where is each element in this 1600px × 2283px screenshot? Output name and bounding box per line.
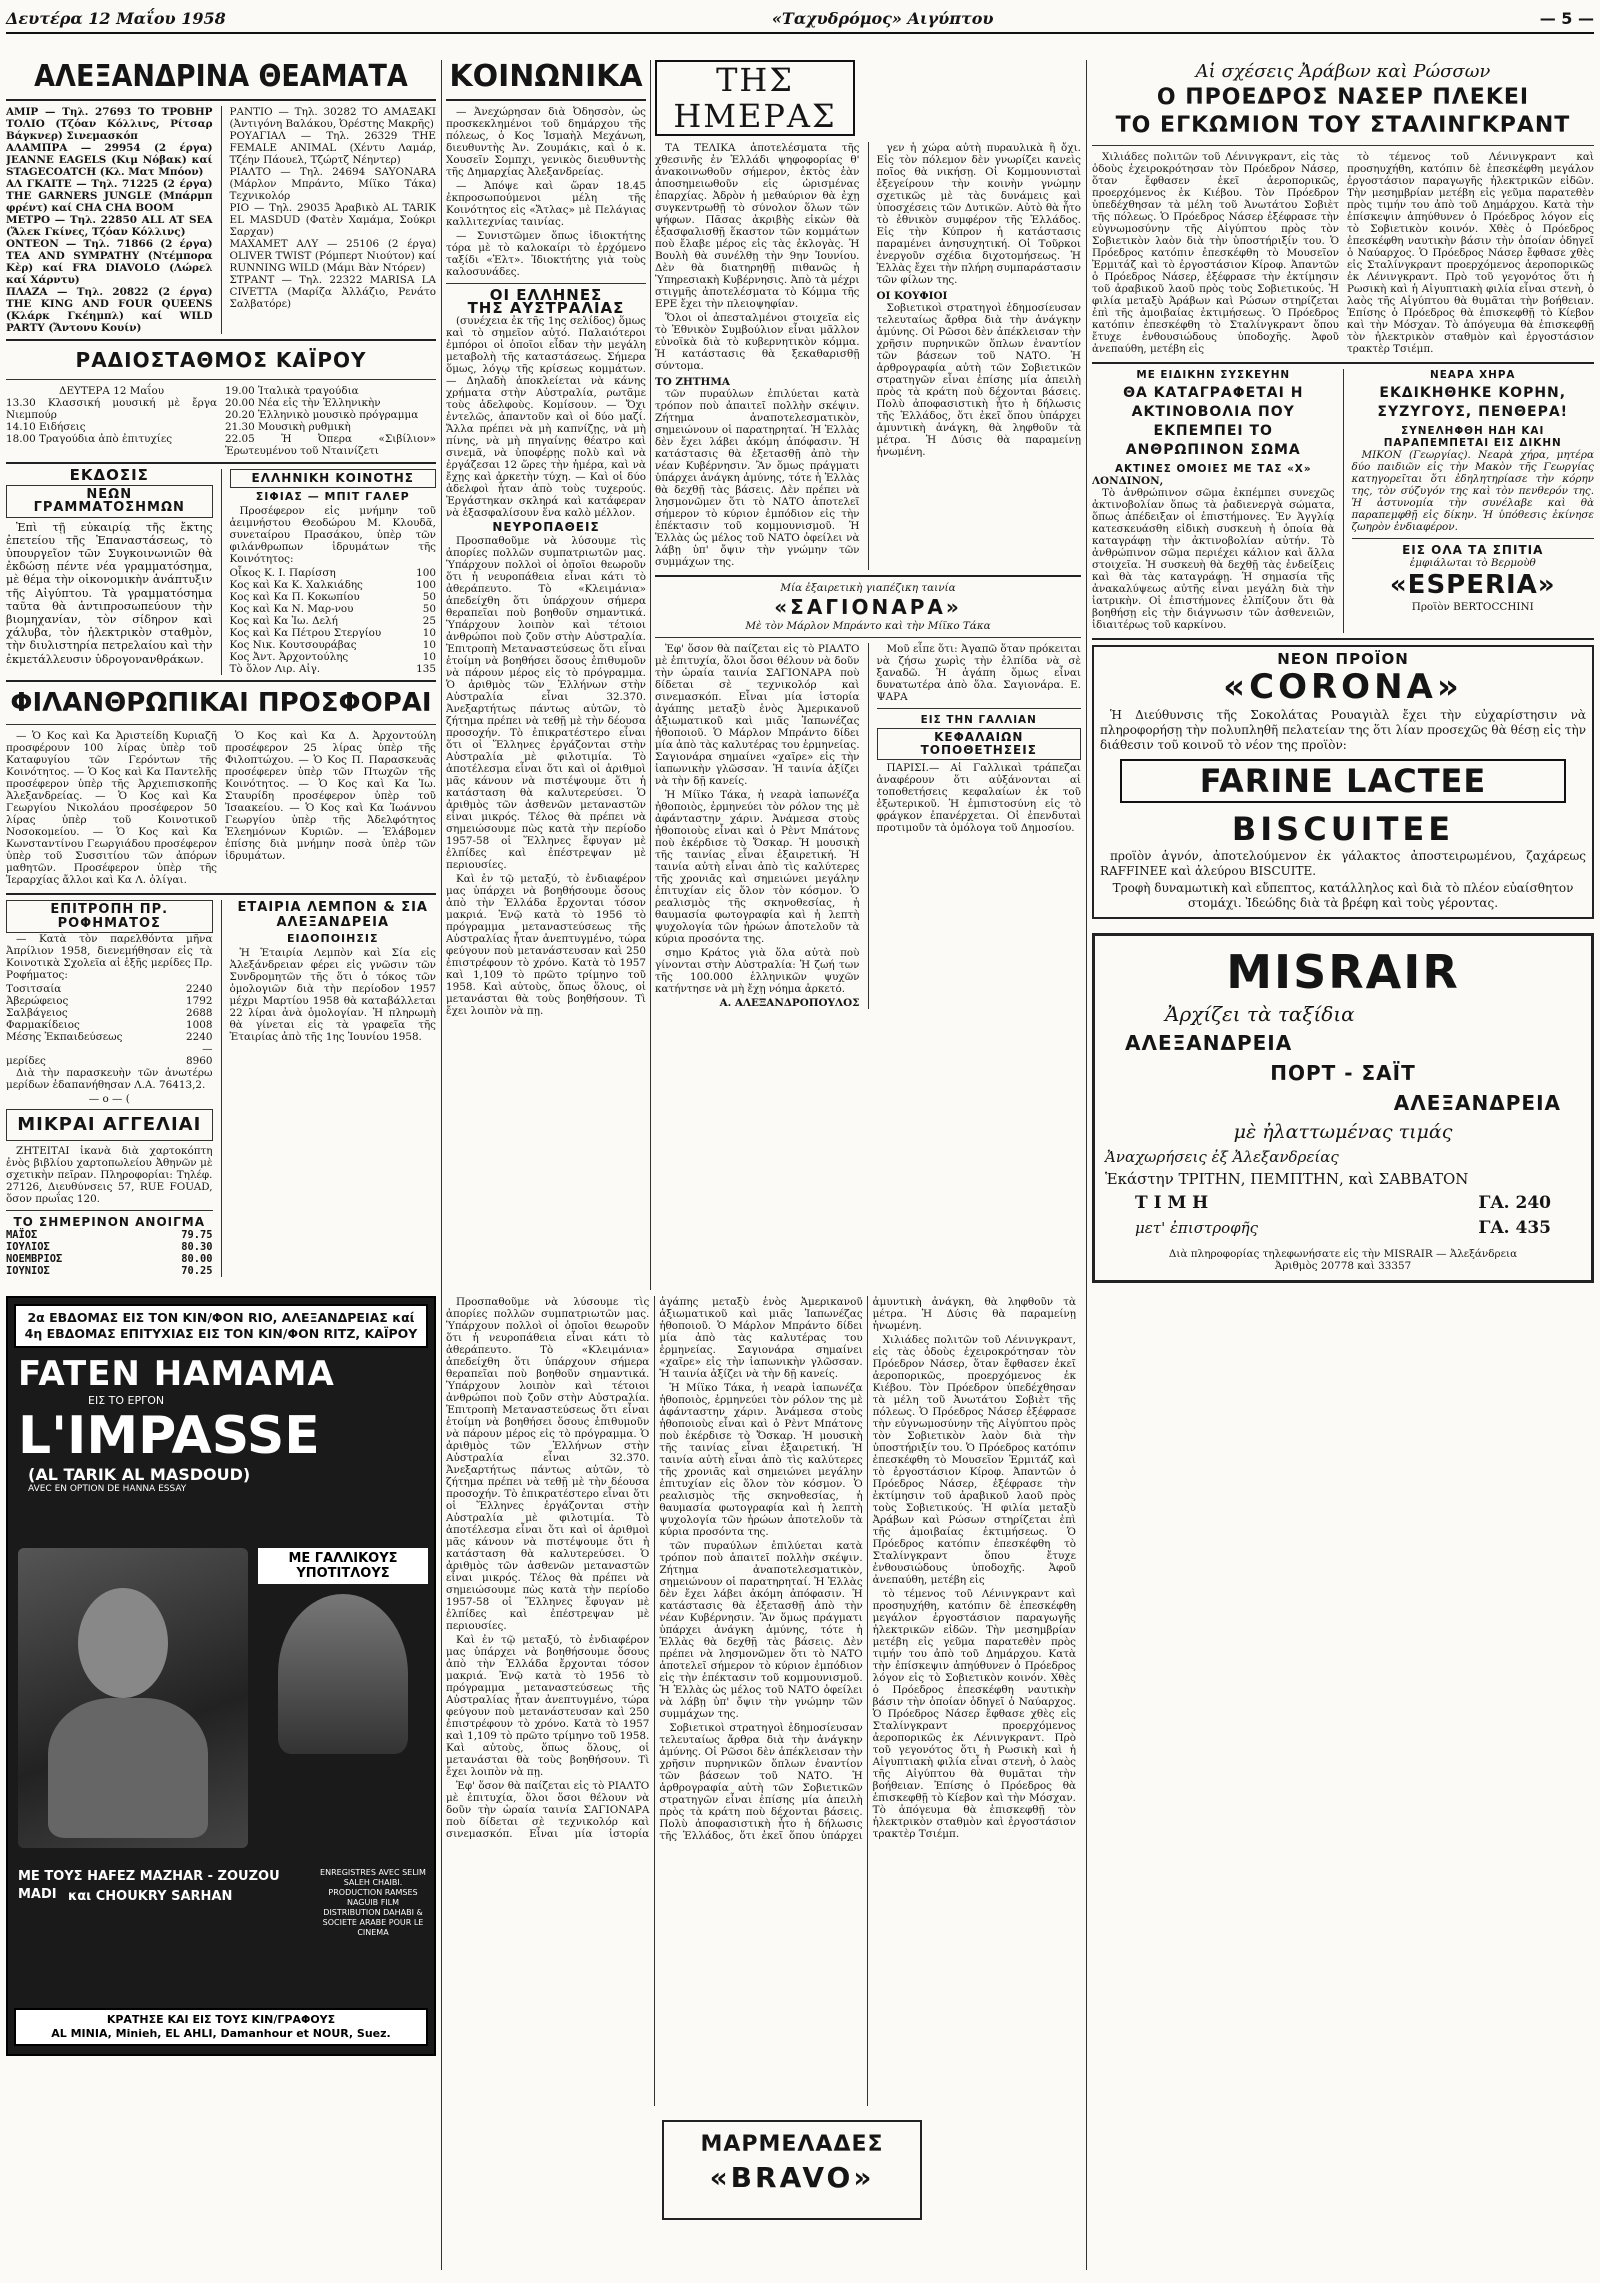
misrair-fare: ΓΑ. 240 [1478, 1193, 1551, 1214]
device-location: ΛΟΝΔΙΝΟΝ, [1092, 475, 1164, 487]
misrair-route-2: ΠΟΡΤ - ΣΑΪΤ [1270, 1061, 1416, 1086]
donation-row [230, 603, 437, 615]
radio-item: 20.20 Ἑλληνικὸ μουσικὸ πρόγραμμα [225, 409, 419, 421]
roufima-list [6, 983, 213, 1067]
misrair-phone: Ἀριθμὸς 20778 καὶ 33357 [1274, 1260, 1412, 1273]
state-text: σημο Κράτος γιὰ ὅλα αὐτὰ ποὺ γίνονται στὴν Αὐστραλία: Ἡ ζωή των τῆς 100.000 ἑλληνικῶν ψυχῶν κατήντησε νὰ μὴ ἔχῃ νόημα ἀρκετό. [655, 947, 860, 995]
radio-item: 13.30 Κλασσική μουσική μὲ ἔργα Νιεμπούρ [6, 397, 217, 421]
donation-row [230, 567, 437, 579]
cinema-list-left [6, 106, 213, 334]
cinema-item: ΡΙΑΛΤΟ — Τηλ. 24694 SAYONARA (Μάρλον Μπράντο, Μίϊκο Τάκα) Τεχνικολόρ [229, 166, 436, 202]
donation-row [230, 627, 437, 639]
roufima-row [6, 995, 213, 1007]
france-text: ΠΑΡΙΣΙ.— Αἱ Γαλλικαὶ τράπεζαι ἀναφέρουν ὅτι αὐξάνονται αἱ τοποθετήσεις κεφαλαίων ἐκ τοῦ ἐξωτερικοῦ. Ἡ ἐμπιστοσύνη εἰς τὸ φράγκον ἐπανέρχεται. Οἱ ἐπενδυταὶ προτιμοῦν τὰ ὁμόλογα τοῦ Δημοσίου. [876, 762, 1081, 835]
actor-portrait [278, 1594, 408, 1754]
roufima-row-value: 2240 [186, 1030, 213, 1043]
roufima-row-label: Ἀβερώφειος [6, 994, 69, 1007]
sayonara-end: Μοῦ εἶπε ὅτι: Ἀγαπῶ ὅταν πρόκειται νὰ ζήσω χωρὶς τὴν ἐλπίδα νὰ σὲ ξαναδῶ. Ἡ ἀγάπη ὅμως εἶναι δυνατωτέρα ἀπὸ ὅλα. Σαγιονάρα. Ε. ΨΑΡΑ [876, 643, 1081, 703]
donation-row-label: Κος καὶ Κα Ν. Μαρ-νου [229, 603, 354, 616]
lower-text: Σοβιετικοὶ στρατηγοὶ ἐδημοσίευσαν τελευταίως ἄρθρα διὰ τὴν ἀνάγκην ἀμύνης. Οἱ Ρῶσοι δὲν ἀπέκλεισαν τὴν χρῆσιν πυρηνικῶν ὅπλων ἐναντίον τῶν βάσεων τοῦ ΝΑΤΟ. Ἡ ἀρθρογραφία αὐτὴ τῶν Σοβιετικῶν στρατηγῶν εἶναι ἐπίσης μία ἀπειλὴ πρὸς τὰ κράτη ποὺ δέχονται βάσεις. Πολὺ ἀποφασιστικὴ ἦτο ἡ δήλωσις τῆς Ἑλλάδος, ὅτι ἐκεῖ ὅπου ὑπάρχει ἀμυντικὴ ἀνάγκη, θὰ ληφθοῦν τὰ μέτρα. Ἡ Δύσις θὰ παραμείνῃ ἡνωμένη. [659, 1296, 1076, 1842]
roufima-row [6, 1031, 213, 1043]
corona-ad [1092, 645, 1594, 919]
cinema-item: ΑΛ ΓΚΑΙΤΕ — Τηλ. 71225 (2 έργα) THE GARNERS JUNGLE (Μπάρμπ φρέντ) καί CHA CHA BOOM [6, 178, 213, 214]
cinema-item: ΜΕΤΡΟ — Τηλ. 22850 ALL AT SEA (Ἄλεκ Γκίνες, Τζόαν Κόλλινς) [6, 214, 213, 238]
social-text-3: — Συνιστῶμεν ὅπως ἰδιοκτήτης τόρα μὲ τὸ καλοκαίρι τὸ ἐρχόμενο ταξίδι «Ἐλτ». Ἰδιοκτήτης γιὰ τοὺς καλοσυνάδες. [446, 230, 646, 278]
community-subtitle: ΣΙΦΙΑΣ — ΜΠΙΤ ΓΑΛΕΡ [255, 490, 410, 504]
small-ads-title: ΜΙΚΡΑΙ ΑΓΓΕΛΙΑΙ [6, 1109, 213, 1141]
cotton-row-label: ΜΑΪΟΣ [6, 1229, 38, 1242]
column-rule [650, 60, 651, 1290]
day-text-1: ΤΑ ΤΕΛΙΚΑ ἀποτελέσματα τῆς χθεσινῆς ἐν Ἑλλάδι ψηφοφορίας θ' ἀνακοινωθοῦν σήμερον, ἐκτὸς ἐὰν ἀποσημειωθοῦν εἰς ὡρισμένας ἐπαρχίας. Ἀδρὸν ἡ μεθαύριον θὰ ἐχῃ συγκεντρωθῇ τὸ σύνολον ὅλων τῶν ψήφων. Πᾶσας ἀκριβὴς εἰκὼν θὰ ἐξασφαλισθῇ ἕκαστον τῶν κομμάτων ποὺ ἔλαβε μέρος εἰς τὰς ἐκλογὰς. Ἡ Βουλὴ θὰ συνέλθῃ τὴν 9ην Ἰουνίου. Δὲν θὰ διατηρηθῇ πιθανῶς ἡ Ὑπηρεσιακὴ Κυβέρνησις. Ἀπὸ τὰ μέχρι στιγμῆς ἀποτελέσματα τὸ Κόμμα τῆς ΕΡΕ ἔχει τὴν πλειοψηφίαν. [655, 142, 860, 310]
ad-footer-line-1: ΚΡΑΤΗΣΕ ΚΑΙ ΕΙΣ ΤΟΥΣ ΚΙΝ/ΓΡΑΦΟΥΣ [106, 2013, 336, 2026]
widow-subtitle: ΣΥΝΕΛΗΦΘΗ ΗΔΗ ΚΑΙ ΠΑΡΑΠΕΜΠΕΤΑΙ ΕΙΣ ΔΙΚΗΝ [1383, 425, 1562, 449]
france-title: ΕΙΣ ΤΗΝ ΓΑΛΛΙΑΝ [920, 714, 1037, 726]
nasser-heading-2: ΤΟ ΕΓΚΩΜΙΟΝ ΤΟΥ ΣΤΑΛΙΝΓΚΡΑΝΤ [1115, 113, 1571, 138]
corona-top: ΝΕΟΝ ΠΡΟΪΟΝ [1277, 650, 1409, 668]
roufima-row-value: — [202, 1042, 213, 1055]
misrair-brand: MISRAIR [1226, 945, 1460, 1000]
roufima-row [6, 983, 213, 995]
nasser-heading-1: Ο ΠΡΟΕΔΡΟΣ ΝΑΣΕΡ ΠΛΕΚΕΙ [1156, 85, 1530, 110]
cinema-item: ΟΝΤΕΟΝ — Τηλ. 71866 (2 έργα) TEA AND SYMPATHY (Ντέμπορα Κὲρ) καί FRA DIAVOLO (Λώρελ καί Χάρντυ) [6, 238, 213, 286]
radio-day: ΔΕΥΤΕΡΑ 12 Μαΐου [58, 385, 165, 397]
philanthropy-title: ΦΙΛΑΝΘΡΩΠΙΚΑΙ ΠΡΟΣΦΟΡΑΙ [10, 688, 432, 719]
misrair-departures: Ἀναχωρήσεις ἐξ Ἀλεξανδρείας [1105, 1148, 1339, 1167]
radio-item: 22.05 Ἡ Ὀπερα «Σιβίλιον» Ἑρωτευμένου τοῦ Νταινίζετι [225, 433, 436, 457]
cinema-item: ΣΤΡΑΝΤ — Τηλ. 22322 MARISA LA CIVETTA (Μαρίζα Ἀλλάζιο, Ρενάτο Σαλβατόρε) [229, 274, 436, 310]
cotton-row [6, 1229, 213, 1241]
cotton-row-value: 79.75 [181, 1229, 213, 1242]
misrair-start: Ἀρχίζει τὰ ταξίδια [1165, 1002, 1355, 1027]
corona-desc: προϊὸν ἁγνόν, ἀποτελούμενον ἐκ γάλακτος ἀποστειρωμένου, ζαχάρεως RAFFINEE καὶ ἀλεύρου BISCUITE. [1100, 849, 1586, 879]
lebon-subtitle: ΑΛΕΞΑΝΔΡΕΙΑ [276, 915, 390, 931]
film-title: L'IMPASSE [18, 1406, 320, 1466]
lower-text: Χιλιάδες πολιτῶν τοῦ Λένινγκραντ, εἰς τὰς ὁδοὺς ἐχειροκρότησαν τὸν Πρόεδρον Νάσερ, ὅταν ἔφθασεν ἐκεῖ ἀεροπορικῶς, προερχόμενος ἐκ Κιέβου. Τὸν Πρόεδρον ὑπεδέχθησαν τὰ μέλη τοῦ Ἀνωτάτου Σοβιὲτ τῆς πόλεως. Ὁ Πρόεδρος Νάσερ ἐξέφρασε τὴν εὐγνωμοσύνην τῆς Αἰγύπτου πρὸς τὸν Σοβιετικὸν λαὸν διὰ τὴν ὑποστήριξίν του. Ὁ Πρόεδρος κατόπιν ἐπεσκέφθη τὸ Μουσεῖον Ἐρμιτάζ καὶ τὸ ἐργοστάσιον Κίροφ. Ἀπαντῶν ὁ Πρόεδρος Νάσερ, ἐξέφρασε τὴν ἐκτίμησιν τοῦ ἀραβικοῦ λαοῦ πρὸς τοὺς Σοβιετικούς. Ἡ φιλία μεταξὺ Ἀράβων καὶ Ρώσων στηρίζεται ἐπὶ τῆς ἀμοιβαίας ἐκτιμήσεως. Ὁ Πρόεδρος κατόπιν ἐπεσκέφθη τὸ Σταλίνγκραντ ὅπου ἔτυχε ἐνθουσιώδους ὑποδοχῆς. Ἀφοῦ ἀνεπαύθη, μετέβη εἰς [872, 1334, 1076, 1586]
widow-heading: ΕΚΔΙΚΗΘΗΚΕ ΚΟΡΗΝ, ΣΥΖΥΓΟΥΣ, ΠΕΝΘΕΡΑ! [1377, 385, 1569, 420]
misrair-ad [1092, 933, 1594, 1283]
widow-text: ΜΙΚΟΝ (Γεωργίας). Νεαρὰ χήρα, μητέρα δύο παιδιῶν εἰς τὴν Μακὸν τῆς Γεωργίας κατηγορεῖται ὅτι ἐδηλητηρίασε τὴν κόρην της, τὸν σύζυγόν της καὶ τὸν πενθερόν της. Ἡ ἀστυνομία τὴν συνέλαβε καὶ θὰ παραπεμφθῇ εἰς δίκην. Ἡ ὑπόθεσις ἐκίνησε ζωηρὸν ἐνδιαφέρον. [1351, 449, 1594, 533]
donation-row [230, 651, 437, 663]
day-text-3: γεν ἡ χώρα αὐτὴ πυραυλικὰ ἢ ὄχι. Εἰς τὸν πόλεμον δὲν γνωρίζει κανεὶς ποῖος θὰ νικήσῃ. Οἱ Κομμουνισταὶ ἐξεγείρουν τὴν κοινὴν γνώμην σχετικῶς μὲ τὰς δυνάμεις καὶ ὑποσχέσεις τῶν Δυτικῶν. Αὐτὸ θὰ ἦτο τὸ ἐθνικὸν συμφέρον τῆς Ἑλλάδος. Εἰς τὴν Κύπρον ἡ κατάστασις παραμένει ἀνησυχητική. Οἱ Τοῦρκοι ἐνεργοῦν σχέδια διχοτομήσεως. Ἡ Ἑλλὰς ἔχει τὴν πλήρη συμπαράστασιν τῶν φίλων της. [876, 142, 1081, 286]
nasser-text-2: τὸ τέμενος τοῦ Λένινγκραντ καὶ προσηυχήθη, κατόπιν δὲ ἐπεσκέφθη μεγάλον ἐργοστάσιον παραγωγῆς ἠλεκτρικῶν εἰδῶν. Τὴν μεσημβρίαν μετέβη εἰς γεῦμα παρατεθὲν πρὸς τιμήν του ἀπὸ τοῦ Δημάρχου. Κατὰ τὴν ἐπίσκεψιν ἀπηύθυνεν ὁ Πρόεδρος λόγον εἰς τὸ Σοβιετικὸν κοινόν. Χθὲς ὁ Πρόεδρος ἐπεσκέφθη ναυτικὴν βάσιν τὴν ὁποίαν ὁδηγεῖ ὁ Ναύαρχος. Ὁ Πρόεδρος Νάσερ ἔφθασε χθὲς εἰς Σταλίνγκραντ προερχόμενος ἀεροπορικῶς ἐκ Λένινγκραντ. Πρὸ τοῦ γεγονότος ὅτι ἡ Ρωσικὴ καὶ ἡ Αἰγυπτιακὴ φιλία εἶναι στενὴ, ὁ λαὸς τῆς Αἰγύπτου θὰ θυμᾶται τὴν βοήθειαν. Ἐπίσης ὁ Πρόεδρος θὰ ἐπισκεφθῇ τὸ Κίεβον καὶ τὴν Μόσχαν. Τὸ ἀπόγευμα θὰ ἐπισκεφθῇ τὸν ἠλεκτρικὸν σταθμὸν καὶ ἐργοστάσιον τρακτὲρ Τσιέμπ. [1347, 151, 1594, 355]
philanthropy-right: Ὁ Κος καὶ Κα Δ. Ἀρχοντούλη προσέφερον 25 λίρας ὑπὲρ τῆς Φιλοπτώχου. — Ὁ Κος Π. Παρασκευᾶς προσέφερεν ὑπὲρ τῶν Πτωχῶν τῆς Κοινότητος. — Ὁ Κος καὶ Κα Ἰω. Σταυρίδη προσέφερον ὑπὲρ τοῦ Ἰσαακείου. — Ὁ Κος καὶ Κα Ἰωάννου Γεωργίου ὑπὲρ τῆς Ἀδελφότητος Ἐλεημόνων Κυριῶν. — Ἐλάβομεν ἐπίσης διὰ μνήμην ποσὰ ὑπὲρ τῶν ἱδρυμάτων. [225, 730, 436, 863]
small-ads-text: ΖΗΤΕΙΤΑΙ ἱκανὰ διὰ χαρτοκόπτη ἐνὸς βιβλίου χαρτοπωλείου Ἀθηνῶν μὲ σχετικὴν πεῖραν. Πληροφορίαι: Τηλέφ. 27126, Διευθύνσεις 57, RUE FOUAD, ὅσον πρωΐας 120. [6, 1144, 213, 1205]
sayonara-text: Ἐφ' ὅσον θὰ παίζεται εἰς τὸ ΡΙΑΛΤΟ μὲ ἐπιτυχία, ὅλοι ὅσοι θέλουν νὰ δοῦν τὴν ὡραία ταινία ΣΑΓΙΟΝΑΡΑ ποὺ δίδεται σὲ τεχνικολόρ καὶ σινεμασκόπ. Εἶναι μία ἱστορία ἀγάπης μεταξὺ ἑνὸς Ἀμερικανοῦ ἀξιωματικοῦ καὶ μιᾶς Ἰαπωνέζας ἠθοποιοῦ. Ὁ Μάρλον Μπράντο δίδει μία ἀπὸ τὰς καλυτέρας του ἑρμηνείας. Σαγιονάρα σημαίνει «χαῖρε» εἰς τὴν ἰαπωνικὴν γλῶσσαν. Ἡ ταινία ἀξίζει νὰ τὴν δῇ κανείς. [655, 643, 860, 787]
rio-banner: 2α ΕΒΔΟΜΑΣ ΕΙΣ ΤΟΝ ΚΙΝ/ΦΟΝ RIO, ΑΛΕΞΑΝΔΡΕΙΑΣ καί 4η ΕΒΔΟΜΑΣ ΕΠΙΤΥΧΙΑΣ ΕΙΣ ΤΟΝ ΚΙΝ/ΦΟΝ RITZ, ΚΑΪΡΟΥ [14, 1304, 428, 1348]
lower-text: τὸ τέμενος τοῦ Λένινγκραντ καὶ προσηυχήθη, κατόπιν δὲ ἐπεσκέφθη μεγάλον ἐργοστάσιον παραγωγῆς ἠλεκτρικῶν εἰδῶν. Τὴν μεσημβρίαν μετέβη εἰς γεῦμα παρατεθὲν πρὸς τιμήν του ἀπὸ τοῦ Δημάρχου. Κατὰ τὴν ἐπίσκεψιν ἀπηύθυνεν ὁ Πρόεδρος λόγον εἰς τὸ Σοβιετικὸν κοινόν. Χθὲς ὁ Πρόεδρος ἐπεσκέφθη ναυτικὴν βάσιν τὴν ὁποίαν ὁδηγεῖ ὁ Ναύαρχος. Ὁ Πρόεδρος Νάσερ ἔφθασε χθὲς εἰς Σταλίνγκραντ προερχόμενος ἀεροπορικῶς ἐκ Λένινγκραντ. Πρὸ τοῦ γεγονότος ὅτι ἡ Ρωσικὴ καὶ ἡ Αἰγυπτιακὴ φιλία εἶναι στενὴ, ὁ λαὸς τῆς Αἰγύπτου θὰ θυμᾶται τὴν βοήθειαν. Ἐπίσης ὁ Πρόεδρος θὰ ἐπισκεφθῇ τὸ Κίεβον καὶ τὴν Μόσχαν. Τὸ ἀπόγευμα θὰ ἐπισκεφθῇ τὸν ἠλεκτρικὸν σταθμὸν καὶ ἐργοστάσιον τρακτὲρ Τσιέμπ. [872, 1588, 1076, 1840]
esperia-maker: Προϊὸν BERTOCCHINI [1411, 601, 1534, 614]
community-article [230, 469, 437, 675]
roufima-row-label: Φαρμακίδειος [6, 1018, 80, 1031]
roufima-row-value: 8960 [186, 1054, 213, 1067]
corona-brand: «CORONA» [1223, 667, 1463, 708]
donation-row-value: 100 [416, 579, 436, 592]
actress-figure [48, 1698, 208, 1838]
column-3 [655, 60, 1081, 1290]
bravo-ad [662, 2120, 922, 2220]
stamps-text: Ἐπὶ τῇ εὐκαιρίᾳ τῆς ἔκτης ἐπετείου τῆς Ἐπαναστάσεως, τὸ ὑπουργεῖον τῶν Συγκοινωνιῶν θὰ ἐκδώσῃ πέντε νέα γραμματόσημα, μὲ θέμα τὴν οἰκονομικὴν ἀνάπτυξιν τῆς Αἰγύπτου. Τὰ γραμματόσημα ταῦτα θὰ ἀντιπροσωπεύουν τὴν βιομηχανίαν, τὸν σίδηρον καὶ χάλυβα, τὸν ἠλεκτρικὸν σταθμὸν, τὴν διυλιστηρία πετρελαίου καὶ τὴν ἐκμετάλλευσιν ὑδρογονανθράκων. [6, 520, 213, 666]
lebon-title: ΕΤΑΙΡΙΑ ΛΕΜΠΟΝ & ΣΙΑ [237, 900, 428, 916]
cotton-title: ΤΟ ΣΗΜΕΡΙΝΟΝ ΑΝΟΙΓΜΑ [13, 1214, 206, 1229]
lebon-heading: ΕΙΔΟΠΟΙΗΣΙΣ [287, 931, 379, 945]
philanthropy-left: — Ὁ Κος καὶ Κα Ἀριστείδη Κυριαζῆ προσφέρουν 100 λίρας ὑπὲρ τοῦ Καταφυγίου τῶν Γερόντων τῆς Κοινότητος. — Ὁ Κος καὶ Κα Παντελῆς προσέφερον ὑπὲρ τῆς Ἀρχιεπισκοπῆς Ἀλεξανδρείας. — Ὁ Κος καὶ Κα Γεωργίου Νικολάου προσέφερον 50 λίρας ὑπὲρ τοῦ Κοινοτικοῦ Νοσοκομείου. — Ὁ Κος καὶ Κα Κωνσταντίνου Γεωργιάδου προσέφερον ὑπὲρ τοῦ Συσσιτίου τῶν ἀπόρων μαθητῶν. Προσέφερον ὑπὲρ τῆς Ἱεραρχίας ἄλλοι καὶ Κα Λ. ὀλίγαι. [6, 730, 217, 887]
star-name: FATEN HAMAMA [18, 1354, 335, 1394]
donation-row-value: 100 [416, 567, 436, 580]
lower-text: Καὶ ἐν τῷ μεταξύ, τὸ ἐνδιαφέρον μας ὑπάρχει νὰ βοηθήσουμε ὅσους ἀπὸ τὴν Ἑλλάδα ἔρχονται τόσον μακριά. Ἐνῷ κατὰ τὸ 1956 τὸ πρόγραμμα μεταναστεύσεως τῆς Αὐστραλίας ἦταν ἀνεπτυγμένο, τώρα φεύγουν ποὺ μετανάστευσαν καὶ 250 ἐπιστρέφουν τὸ χρόνο. Κατὰ τὸ 1957 καὶ 1,109 τὸ πρῶτο τρίμηνο τοῦ 1958. Καὶ αὐτοὺς, ὅπως ὅλους, οἱ μετανάσται θὰ τοὺς βοηθήσουν. Τὶ ἔχει λοιπὸν νὰ πῃ. [446, 1634, 650, 1778]
star-role: ΕΙΣ ΤΟ ΕΡΓΟΝ [88, 1394, 165, 1407]
sayonara-title: «ΣΑΓΙΟΝΑΡΑ» [774, 595, 962, 619]
corona-desc-2: Τροφὴ δυναμωτικὴ καὶ εὔπεπτος, κατάλληλος καὶ διὰ τὸ πλέον εὐαίσθητον στομάχι. Ἰδεώδης διὰ τὰ βρέφη καὶ τοὺς γέροντας. [1112, 881, 1574, 911]
radio-item: 21.30 Μουσικὴ ρυθμικὴ [225, 421, 351, 433]
sayonara-subtitle: Μὲ τὸν Μάρλον Μπράντο καὶ τὴν Μίϊκο Τάκα [745, 620, 991, 632]
misrair-price: μὲ ἠλαττωμένας τιμάς [1233, 1121, 1453, 1144]
film-arabic-title: (AL TARIK AL MASDOUD) [28, 1465, 251, 1484]
lebon-text: Ἡ Ἑταιρία Λεμπὸν καὶ Σία εἰς Ἀλεξάνδρειαν φέρει εἰς γνῶσιν τῶν Συνδρομητῶν τῆς ὅτι ὁ τόκος τῶν ὁμολογιῶν διὰ τὴν περίοδον 1957 μέχρι Μαρτίου 1958 θὰ καταβάλλεται 22 λίραι ἀνὰ ὁμολογίαν. Ἡ πληρωμὴ θὰ γίνεται εἰς τὰ γραφεῖα τῆς Ἑταιρίας ἀπὸ τῆς 1ης Ἰουνίου 1958. [229, 946, 436, 1043]
nasser-text-1: Χιλιάδες πολιτῶν τοῦ Λένινγκραντ, εἰς τὰς ὁδοὺς ἐχειροκρότησαν τὸν Πρόεδρον Νάσερ, ὅταν ἔφθασεν ἐκεῖ ἀεροπορικῶς, προερχόμενος ἐκ Κιέβου. Τὸν Πρόεδρον ὑπεδέχθησαν τὰ μέλη τοῦ Ἀνωτάτου Σοβιὲτ τῆς πόλεως. Ὁ Πρόεδρος Νάσερ ἐξέφρασε τὴν εὐγνωμοσύνην τῆς Αἰγύπτου πρὸς τὸν Σοβιετικὸν λαὸν διὰ τὴν ὑποστήριξίν του. Ὁ Πρόεδρος κατόπιν ἐπεσκέφθη τὸ Μουσεῖον Ἐρμιτάζ καὶ τὸ ἐργοστάσιον Κίροφ. Ἀπαντῶν ὁ Πρόεδρος Νάσερ, ἐξέφρασε τὴν ἐκτίμησιν τοῦ ἀραβικοῦ λαοῦ πρὸς τοὺς Σοβιετικούς. Ἡ φιλία μεταξὺ Ἀράβων καὶ Ρώσων στηρίζεται ἐπὶ τῆς ἀμοιβαίας ἐκτιμήσεως. Ὁ Πρόεδρος κατόπιν ἐπεσκέφθη τὸ Σταλίνγκραντ ὅπου ἔτυχε ἐνθουσιώδους ὑποδοχῆς. Ἀφοῦ ἀνεπαύθη, μετέβη εἰς [1092, 151, 1339, 355]
column-1: ΑΛΕΞΑΝΔΡΙΝΑ ΘΕΑΜΑΤΑ ΑΜΙΡ — Τηλ. 27693 ΤΟ ΤΡΟΒΗΡ ΤΟΛΙΟ (Τζόαν Κόλλινς, Ρίτσαρ Βάγκνερ) Σινεμασκόπ ΑΛΑΜΠΡΑ — 29954 (2 έργα) JEANNE EAGELS (Κιμ Νόβακ) καί STAGECOATCH (Κλ. Ματ Μπόον) ΑΛ ΓΚΑΙΤΕ — Τηλ. 71225 (2 έργα) THE GARNERS JUNGLE (Μπάρμπ φρέντ) καί CHA CHA BOOM ΜΕΤΡΟ — Τηλ. 22850 ALL AT SEA (Ἄλεκ Γκίνες, Τζόαν Κόλλινς) ΟΝΤΕΟΝ — Τηλ. 71866 (2 έργα) TEA AND SYMPATHY (Ντέμπορα Κὲρ) καί FRA DIAVOLO (Λώρελ καί Χάρντυ) ΠΛΑΖΑ — Τηλ. 20822 (2 έργα) THE KING AND FOUR QUEENS (Κλάρκ Γκέημπλ) καί WILD PARTY (Ἄντονυ Κουίν) ΡΑΝΤΙΟ — Τηλ. 30282 ΤΟ ΑΜΑΞΑΚΙ (Ἀντιγόνη Βαλάκου, Ὀρέστης Μακρῆς) ΡΟΥΑΓΙΑΛ — Τηλ. 26329 THE FEMALE ANIMAL (Χέντυ Λαμάρ, Τζέην Πάουελ, Τζώρτζ Νέηντερ) ΡΙΑΛΤΟ — Τηλ. 24694 SAYONARA (Μάρλον Μπράντο, Μίϊκο Τάκα) Τεχνικολόρ ΡΙΟ — Τηλ. 29035 Ἀραβικὸ AL TARIK EL MASDUD (Φατὲν Χαμάμα, Σούκρι Σαρχαν) ΜΑΧΑΜΕΤ ΑΛΥ — 25106 (2 έργα) OLIVER TWIST (Ρόμπερτ Νιούτον) καί RUNNING WILD (Μάμι Βὰν Ντόρεν) ΣΤΡΑΝΤ — Τηλ. 22322 MARISA LA CIVETTA (Μαρίζα Ἀλλάζιο, Ρενάτο Σαλβατόρε) ΡΑΔΙΟΣΤΑΘΜΟΣ ΚΑΪΡΟΥ ΔΕΥΤΕΡΑ 12 Μαΐου 13.30 Κλασσική μουσική μὲ ἔργα Νιεμπούρ 14.10 Ειδήσεις 18.00 Τραγούδια ἀπὸ ἐπιτυχίες 19.00 Ἰταλικὰ τραγούδια 20.00 Νέα εἰς τὴν Ἑλληνικὴν 20.20 Ἑλληνικὸ μουσικὸ πρόγραμμα 21.30 Μουσικὴ ρυθμικὴ 22.05 Ἡ Ὀπερα «Σιβίλιον» Ἑρωτευμένου τοῦ Νταινίζετι ΕΚΔΟΣΙΣ ΝΕΩΝ ΓΡΑΜΜΑΤΟΣΗΜΩΝ Ἐπὶ τῇ εὐκαιρίᾳ τῆς ἔκτης ἐπετείου τῆς Ἐπαναστάσεως, τὸ ὑπουργεῖον τῶν Συγκοινωνιῶν θὰ ἐκδώσῃ πέντε νέα γραμματόσημα, μὲ θέμα τὴν οἰκονομικὴν ἀνάπτυξιν τῆς Αἰγύπτου. Τὰ γραμματόσημα ταῦτα θὰ ἀντιπροσωπεύουν τὴν βιομηχανίαν, τὸν σίδηρον καὶ χάλυβα, τὸν ἠλεκτρικὸν σταθμὸν, τὴν διυλιστηρία πετρελαίου καὶ τὴν ἐκμετάλλευσιν ὑδρογονανθράκων. ΕΛΛΗΝΙΚΗ ΚΟΙΝΟΤΗΣ ΣΙΦΙΑΣ — ΜΠΙΤ ΓΑΛΕΡ Προσέφερον εἰς μνήμην τοῦ ἀειμνήστου Θεοδώρου Μ. Κλουδᾶ, συνεταίρου Πρασάκου, ὑπὲρ τῶν φιλάνθρωπων ἱδρυμάτων τῆς Κοινότητος: Οἶκος Κ. Ι. Παρίσση 100 Κος καὶ Κα Κ. Χαλκιάδης 100 Κος καὶ Κα Π. Κοκωπίου 50 Κος καὶ Κα Ν. Μαρ-νου 50 Κος καὶ Κα Ἰω. Δελή 25 Κος καὶ Κα Πέτρου Στεργίου 10 Κος Νικ. Κουτσουράβας 10 Κος Ἀντ. Ἀρχοντούλης 10 Τὸ ὅλον Λιρ. Αἰγ. 135 ΦΙΛΑΝΘΡΩΠΙΚΑΙ ΠΡΟΣΦΟΡΑΙ — Ὁ Κος καὶ Κα Ἀριστείδη Κυριαζῆ προσφέρουν 100 λίρας ὑπὲρ τοῦ Καταφυγίου τῶν Γερόντων τῆς Κοινότητος. — Ὁ Κος καὶ Κα Παντελῆς προσέφερον ὑπὲρ τῆς Ἀρχιεπισκοπῆς Ἀλεξανδρείας. — Ὁ Κος καὶ Κα Γεωργίου Νικολάου προσέφερον 50 λίρας ὑπὲρ τοῦ Κοινοτικοῦ Νοσοκομείου. — Ὁ Κος καὶ Κα Κωνσταντίνου Γεωργιάδου προσέφερον ὑπὲρ τοῦ Συσσιτίου τῶν ἀπόρων μαθητῶν. Προσέφερον ὑπὲρ τῆς Ἱεραρχίας ἄλλοι καὶ Κα Λ. ὀλίγαι. Ὁ Κος καὶ Κα Δ. Ἀρχοντούλη προσέφερον 25 λίρας ὑπὲρ τῆς Φιλοπτώχου. — Ὁ Κος Π. Παρασκευᾶς προσέφερεν ὑπὲρ τῶν Πτωχῶν τῆς Κοινότητος. — Ὁ Κος καὶ Κα Ἰω. Σταυρίδη προσέφερον ὑπὲρ τοῦ Ἰσαακείου. — Ὁ Κος καὶ Κα Ἰωάννου Γεωργίου ὑπὲρ τῆς Ἀδελφότητος Ἐλεημόνων Κυριῶν. — Ἐλάβομεν ἐπίσης διὰ μνήμην ποσὰ ὑπὲρ τῶν ἱδρυμάτων. ΕΠΙΤΡΟΠΗ ΠΡ. ΡΟΦΗΜΑΤΟΣ — Κατὰ τὸν παρελθόντα μῆνα Ἀπρίλιον 1958, διενεμήθησαν εἰς τὰ Κοινοτικὰ Σχολεῖα αἱ ἑξῆς μερίδες Πρ. Ροφήματος: Τοσιτσαία 2240 Ἀβερώφειος 1792 Σαλβάγειος 2688 Φαρμακίδειος 1008 Μέσης Ἐκπαιδεύσεως 2240 — μερίδες 8960 Διὰ τὴν παρασκευὴν τῶν ἀνωτέρω μερίδων ἐδαπανήθησαν Λ.Α. 76413,2. — ο — ( ΜΙΚΡΑΙ ΑΓΓΕΛΙΑΙ ΖΗΤΕΙΤΑΙ ἱκανὰ διὰ χαρτοκόπτη ἐνὸς βιβλίου χαρτοπωλείου Ἀθηνῶν μὲ σχετικὴν πεῖραν. Πληροφορίαι: Τηλέφ. 27126, Διευθύνσεις 57, RUE FOUAD, ὅσον πρωΐας 120. ΤΟ ΣΗΜΕΡΙΝΟΝ ΑΝΟΙΓΜΑ ΜΑΪΟΣ 79.75 ΙΟΥΛΙΟΣ 80.30 ΝΟΕΜΒΡΙΟΣ 80.00 ΙΟΥΝΙΟΣ 70.25 ΕΤΑΙΡΙΑ ΛΕΜΠΟΝ & ΣΙΑ ΑΛΕΞΑΝΔΡΕΙΑ ΕΙΔΟΠΟΙΗΣΙΣ Ἡ Ἑταιρία Λεμπὸν καὶ Σία εἰς Ἀλεξάνδρειαν φέρει εἰς γνῶσιν τῶν Συνδρομητῶν τῆς ὅτι ὁ τόκος τῶν ὁμολογιῶν διὰ τὴν περίοδον 1957 μέχρι Μαρτίου 1958 θὰ καταβάλλεται 22 λίραι ἀνὰ ὁμολογίαν. Ἡ πληρωμὴ θὰ γίνεται εἰς τὰ γραφεῖα τῆς Ἑταιρίας ἀπὸ τῆς 1ης Ἰουνίου 1958. [6, 60, 436, 1278]
misrair-return-fare: ΓΑ. 435 [1478, 1218, 1551, 1239]
cinema-listings [6, 106, 436, 334]
lower-text: Προσπαθοῦμε νὰ λύσουμε τὶς ἀπορίες πολλῶν συμπατριωτῶν μας. Ὑπάρχουν πολλοὶ οἱ ὁποῖοι θεωροῦν ὅτι ἡ νευροπάθεια εἶναι κάτι τὸ ἀθεράπευτο. Τὸ «Κλειμάνια» ἀπεδείχθη ὅτι ὑπάρχουν σήμερα θεραπεῖαι ποὺ βοηθοῦν σημαντικά. Ὑπάρχουν λοιπὸν καὶ τέτοιοι ἀνθρώποι ποὺ ζοῦν στὴν Αὐστραλία. Ἐπιτροπὴ Μεταναστεύσεως ὅτι εἶναι ἑτοίμη νὰ βοηθήσει ὅσους ἐπιθυμοῦν νὰ πάρουν μέρος εἰς τὸ πρόγραμμα. Ὁ ἀριθμὸς τῶν Ἑλλήνων στὴν Αὐστραλία εἶναι 32.370. Ἀνεξαρτήτως πάντως αὐτῶν, τὸ ζήτημα πρέπει νὰ τεθῇ μὲ τὴν δέουσα προσοχήν. Τὸ ἐπικρατέστερο εἶναι ὅτι οἱ Ἕλληνες ἐργάζονται στὴν Αὐστραλία μὲ φιλοτιμία. Τὸ ἀποτέλεσμα εἶναι ὅτι καὶ οἱ ἀριθμοὶ μᾶς κάνουν νὰ πιστέψουμε ὅτι ἡ κατάσταση θὰ καλυτερεύσει. Ὁ ἀριθμὸς τῶν ἀσθενῶν μεταναστῶν εἶναι μικρός. Τέλος θὰ πρέπει νὰ σημειώσουμε πὼς κατὰ τὴν περίοδο 1957-58 οἱ Ἕλληνες ἔφυγαν μὲ ἐλπίδες καὶ ἐπέστρεψαν μὲ περιουσίες. [446, 1296, 650, 1632]
widow-title: ΝΕΑΡΑ ΧΗΡΑ [1430, 369, 1516, 381]
theatres-title: ΑΛΕΞΑΝΔΡΙΝΑ ΘΕΑΜΑΤΑ [34, 60, 408, 94]
misrair-fare-label: Τ Ι Μ Η [1135, 1193, 1209, 1214]
greeks-continued: Καὶ ἐν τῷ μεταξύ, τὸ ἐνδιαφέρον μας ὑπάρχει νὰ βοηθήσουμε ὅσους ἀπὸ τὴν Ἑλλάδα ἔρχονται τόσον μακριά. Ἐνῷ κατὰ τὸ 1956 τὸ πρόγραμμα μεταναστεύσεως τῆς Αὐστραλίας ἦταν ἀνεπτυγμένο, τώρα φεύγουν ποὺ μετανάστευσαν καὶ 250 ἐπιστρέφουν τὸ χρόνο. Κατὰ τὸ 1957 καὶ 1,109 τὸ πρῶτο τρίμηνο τοῦ 1958. Καὶ αὐτοὺς, ὅπως ὅλους, οἱ μετανάσται θὰ τοὺς βοηθήσουν. Τὶ ἔχει λοιπὸν νὰ πῃ. [446, 872, 646, 1017]
roufima-row [6, 1055, 213, 1067]
masthead-page: — 5 — [1539, 8, 1594, 28]
roufima-text: — Κατὰ τὸν παρελθόντα μῆνα Ἀπρίλιον 1958, διενεμήθησαν εἰς τὰ Κοινοτικὰ Σχολεῖα αἱ ἑξῆς μερίδες Πρ. Ροφήματος: [6, 932, 213, 981]
roufima-row [6, 1007, 213, 1019]
misrair-info: Διὰ πληροφορίας τηλεφωνήσατε εἰς τὴν MISRAIR — Ἀλεξάνδρεια [1168, 1248, 1518, 1261]
cinema-item: ΡΑΝΤΙΟ — Τηλ. 30282 ΤΟ ΑΜΑΞΑΚΙ (Ἀντιγόνη Βαλάκου, Ὀρέστης Μακρῆς) [229, 106, 436, 130]
hollow-text: Σοβιετικοὶ στρατηγοὶ ἐδημοσίευσαν τελευταίως ἄρθρα διὰ τὴν ἀνάγκην ἀμύνης. Οἱ Ρῶσοι δὲν ἀπέκλεισαν τὴν χρῆσιν πυρηνικῶν ὅπλων ἐναντίον τῶν βάσεων τοῦ ΝΑΤΟ. Ἡ ἀρθρογραφία αὐτὴ τῶν Σοβιετικῶν στρατηγῶν εἶναι ἐπίσης μία ἀπειλὴ πρὸς τὰ κράτη ποὺ δέχονται βάσεις. Πολὺ ἀποφασιστικὴ ἦτο ἡ δήλωσις τῆς Ἑλλάδος, ὅτι ἐκεῖ ὅπου ὑπάρχει ἀμυντικὴ ἀνάγκη, θὰ ληφθοῦν τὰ μέτρα. Ἡ Δύσις θὰ παραμείνῃ ἡνωμένη. [876, 302, 1081, 458]
impasse-ad [6, 1296, 436, 2056]
social-text-2: — Ἀπόψε καὶ ὥραν 18.45 ἐκπροσωπούμενοι μέλη τῆς Κοινότητος εἰς «Ἄτλας» μὲ Πελάγιας καλλιτεχνίας ταινίας. [446, 180, 646, 228]
donation-row [230, 579, 437, 591]
roufima-row-value: 2240 [186, 982, 213, 995]
roufima-row-label: Σαλβάγειος [6, 1006, 68, 1019]
greeks-subtitle: ΤΗΣ ΑΥΣΤΡΑΛΙΑΣ [467, 299, 625, 318]
column-rule [441, 60, 442, 2270]
roufima-row [6, 1043, 213, 1055]
subtitles-tagline: ΜΕ ΓΑΛΛΙΚΟΥΣ ΥΠΟΤΙΤΛΟΥΣ [258, 1548, 428, 1584]
misrair-route-3: ΑΛΕΞΑΝΔΡΕΙΑ [1393, 1091, 1561, 1116]
cotton-row-value: 80.30 [181, 1241, 213, 1254]
cinema-item: ΜΑΧΑΜΕΤ ΑΛΥ — 25106 (2 έργα) OLIVER TWIST (Ρόμπερτ Νιούτον) καί RUNNING WILD (Μάμι Βὰν Ντόρεν) [229, 238, 436, 274]
social-title: ΚΟΙΝΩΝΙΚΑ [449, 60, 643, 94]
device-text: Τὸ ἀνθρώπινον σῶμα ἐκπέμπει συνεχῶς ἀκτινοβολίαν ὅπως τὰ ῥαδιενεργὰ σώματα, ὅπως ἀπέδειξαν οἱ ἐπιστήμονες. Ἐν Ἀγγλίᾳ κατεσκευάσθη εἰδικὴ συσκευὴ ἡ ὁποία θὰ καταγράφῃ τὴν ἀκτινοβολίαν αὐτήν. Τὸ ἀνθρώπινον σῶμα περιέχει κάλιον καὶ ἄλλα στοιχεῖα. Ἡ συσκευὴ θὰ δεχθῇ τὰς ἐνδείξεις καὶ θὰ τὰς καταγράφῃ. Ἡ σημασία τῆς ἀνακαλύψεως αὐτῆς εἶναι μεγάλη διὰ τὴν ἰατρικὴν. Οἱ ἐπιστήμονες ἐλπίζουν ὅτι θὰ βοηθήσῃ εἰς τὴν διάγνωσιν τῶν ἀσθενειῶν, ἰδιαιτέρως τοῦ καρκίνου. [1092, 487, 1335, 631]
esperia-subtitle: ἐμφιάλωται τὸ Βερμοὺθ [1409, 557, 1536, 570]
donation-list [230, 567, 437, 675]
lower-text: Ἐφ' ὅσον θὰ παίζεται εἰς τὸ ΡΙΑΛΤΟ μὲ ἐπιτυχία, ὅλοι ὅσοι θέλουν νὰ δοῦν τὴν ὡραία ταινία ΣΑΓΙΟΝΑΡΑ ποὺ δίδεται σὲ τεχνικολόρ καὶ σινεμασκόπ. Εἶναι μία ἱστορία ἀγάπης μεταξὺ ἑνὸς Ἀμερικανοῦ ἀξιωματικοῦ καὶ μιᾶς Ἰαπωνέζας ἠθοποιοῦ. Ὁ Μάρλον Μπράντο δίδει μία ἀπὸ τὰς καλυτέρας του ἑρμηνείας. Σαγιονάρα σημαίνει «χαῖρε» εἰς τὴν ἰαπωνικὴν γλῶσσαν. Ἡ ταινία ἀξίζει νὰ τὴν δῇ κανείς. [446, 1296, 863, 1840]
donation-row-value: 50 [422, 603, 436, 616]
donation-row-label: Κος καὶ Κα Πέτρου Στεργίου [229, 627, 382, 640]
donation-row-value: 25 [422, 615, 436, 628]
cast-line-2: και CHOUKRY SARHAN [68, 1889, 233, 1904]
cotton-row-label: ΙΟΥΝΙΟΣ [6, 1265, 50, 1278]
roufima-note: Διὰ τὴν παρασκευὴν τῶν ἀνωτέρω μερίδων ἐδαπανήθησαν Λ.Α. 76413,2. [6, 1066, 213, 1091]
donation-row-value: 10 [422, 639, 436, 652]
cotton-row-value: 80.00 [181, 1253, 213, 1266]
column-2 [446, 60, 646, 1290]
radio-item: 14.10 Ειδήσεις [6, 421, 86, 433]
neuropath-title: ΝΕΥΡΟΠΑΘΕΙΣ [492, 520, 600, 535]
production-credits: ENREGISTRES AVEC SELIM SALEH CHAIBI. PRODUCTION RAMSES NAGUIB FILM DISTRIBUTION DAHABI & SOCIETE ARABE POUR LE CINEMA [320, 1868, 426, 1937]
roufima-row-value: 2688 [186, 1006, 213, 1019]
cotton-row [6, 1253, 213, 1265]
donation-row-label: Κος Νικ. Κουτσουράβας [229, 639, 357, 652]
donation-row [230, 663, 437, 675]
lower-text: τῶν πυραύλων ἐπιλύεται κατὰ τρόπον ποὺ ἀπαιτεῖ πολλὴν σκέψιν. Ζήτημα ἀναποτελεσματικὸν, σημειώνουν οἱ παρατηρηταί. Ἡ Ἑλλὰς δὲν ἔχει λάβει ἀκόμη ἀπόφασιν. Ἡ κατάστασις θὰ ἐξετασθῇ ἀπὸ τὴν νέαν Κυβέρνησιν. Ἂν ὅμως πράγματι ὑπάρχει ἀνάγκη ἀμύνης, τότε ἡ Ἑλλὰς θὰ δεχθῇ τὰς βάσεις. Δὲν πρέπει νὰ λησμονῶμεν ὅτι τὸ ΝΑΤΟ ἀποτελεῖ σήμερον τὸ κύριον ἐμπόδιον εἰς τὴν ἐπέκτασιν τοῦ κομμουνισμοῦ. Ἡ Ἑλλὰς ὡς μέλος τοῦ ΝΑΤΟ ὀφείλει νὰ λάβῃ ὑπ' ὄψιν τὴν γνώμην τῶν συμμάχων της. [659, 1540, 863, 1720]
cinema-item: ΠΛΑΖΑ — Τηλ. 20822 (2 έργα) THE KING AND FOUR QUEENS (Κλάρκ Γκέημπλ) καί WILD PARTY (Ἄντονυ Κουίν) [6, 286, 213, 334]
ad-right-panel [258, 1548, 428, 1848]
roufima-row-label: Τοσιτσαία [6, 982, 62, 995]
cotton-row [6, 1265, 213, 1277]
misrair-route-1: ΑΛΕΞΑΝΔΡΕΙΑ [1125, 1031, 1293, 1056]
cinema-item: ΑΜΙΡ — Τηλ. 27693 ΤΟ ΤΡΟΒΗΡ ΤΟΛΙΟ (Τζόαν Κόλλινς, Ρίτσαρ Βάγκνερ) Σινεμασκόπ [6, 106, 213, 142]
actress-portrait [78, 1588, 168, 1698]
sayonara-header: Μία ἐξαιρετικὴ γιαπέζικη ταινία [780, 582, 956, 594]
cinema-item: ΡΟΥΑΓΙΑΛ — Τηλ. 26329 THE FEMALE ANIMAL (Χέντυ Λαμάρ, Τζέην Πάουελ, Τζώρτζ Νέηντερ) [229, 130, 436, 166]
donation-row-value: 135 [416, 663, 436, 676]
misrair-return-label: μετ' ἐπιστροφῆς [1135, 1219, 1259, 1238]
stamps-article [6, 466, 213, 675]
stamps-title: ΕΚΔΟΣΙΣ [69, 466, 149, 484]
corona-product-1: FARINE LACTEE [1120, 759, 1566, 803]
community-title: ΕΛΛΗΝΙΚΗ ΚΟΙΝΟΤΗΣ [230, 469, 437, 488]
device-subtitle: ΑΚΤΙΝΕΣ ΟΜΟΙΕΣ ΜΕ ΤΑΣ «Χ» [1114, 463, 1312, 475]
roufima-row-value: 1792 [186, 994, 213, 1007]
cast-line-1: ΜΕ ΤΟΥΣ HAFEZ MAZHAR - ZOUZOU MADI [18, 1869, 280, 1902]
roufima-row-label: μερίδες [6, 1054, 46, 1067]
donation-row-label: Κος Ἀντ. Ἀρχοντούλης [229, 651, 349, 664]
roufima-row [6, 1019, 213, 1031]
donation-row-label: Κος καὶ Κα Κ. Χαλκιάδης [229, 579, 363, 592]
donation-row-label: Τὸ ὅλον Λιρ. Αἰγ. [229, 663, 321, 676]
issue-title: ΤΟ ΖΗΤΗΜΑ [655, 376, 730, 388]
radio-item: 19.00 Ἰταλικὰ τραγούδια [225, 385, 359, 397]
film-still-image [18, 1548, 248, 1848]
greeks-text: (συνέχεια ἐκ τῆς 1ης σελίδος) ὅμως καὶ τὸ σημεῖον αὐτό. Παλαιότεροι ἐμπόροι οἱ ὁποῖοι εἶδαν τὴν μεγάλη μεταβολὴ τῆς καταστάσεως. Σήμερα ὅμως, λόγῳ τῆς κρίσεως κομμάτων. — Δηλαδὴ ἀποκλείεται νὰ κάνης χρήματα στὴν Αὐστραλία, ρωτᾶμε τοὺς ἀδελφοὺς. Κομίσουν. — Ὄχι ἐντελῶς, ἀπαντοῦν καὶ οἱ δύο μαζί. Ἄλλα πρέπει νὰ μὴ καπνίζῃς, νὰ μὴ πίνης, νὰ μὴ πηγαίνῃς θέατρο καὶ σινεμᾶ, νὰ ὑποφέρῃς πολὺ καὶ νὰ ἐργάζεσαι 12 ὥρες τὴν ἡμέρα, καὶ νὰ ἔχῃς καὶ ἀρκετὴν τύχη. — Καὶ οἱ δύο ἀδελφοὶ ἦταν ἀπὸ τοὺς τυχερούς. Ἐργάστηκαν σκληρά καὶ κατάφεραν νὰ ἐξασφαλίσουν ἕνα καλὸ μέλλον. [446, 315, 646, 520]
cotton-row-value: 70.25 [181, 1265, 213, 1278]
radio-item: 18.00 Τραγούδια ἀπὸ ἐπιτυχίες [6, 433, 173, 445]
cotton-row [6, 1241, 213, 1253]
cinema-list-right [230, 106, 437, 334]
corona-text: Ἡ Διεύθυνσις τῆς Σοκολάτας Ρουαγιὰλ ἔχει τὴν εὐχαρίστησιν νὰ πληροφορήσῃ τὴν πολυπληθῆ πελατείαν της ὅτι λίαν προσεχῶς θὰ θέσῃ εἰς τὴν διάθεσιν τοῦ κοινοῦ τὸ νέον της προϊὸν: [1100, 708, 1586, 753]
sayonara-text-2: Ἡ Μίϊκο Τάκα, ἡ νεαρὰ ἰαπωνέζα ἠθοποιὸς, ἐρμηνεύει τὸν ρόλον της μὲ ἀφάνταστην χάριν. Ἀνάμεσα στοὺς ἠθοποιοὺς εἶναι καὶ ὁ Ρὲντ Μπάτονς ποὺ ἐκέρδισε τὸ Ὄσκαρ. Ἡ μουσικὴ τῆς ταινίας εἶναι ἐξαιρετική. Ἡ ταινία αὐτὴ εἶναι ἀπὸ τὶς καλύτερες τῆς χρονιᾶς καὶ σημειώνει μεγάλην ἐπιτυχίαν εἰς ὅλον τὸν κόσμον. Ὁ ρεαλισμὸς τῆς σκηνοθεσίας, ἡ θαυμασία φωτογραφία καὶ ἡ λεπτὴ ψυχολογία τῶν ἡρώων ἀποτελοῦν τὰ κύρια προσόντα της. [655, 789, 860, 945]
bravo-brand: «BRAVO» [709, 2161, 875, 2194]
donation-row-label: Κος καὶ Κα Ἰω. Δελή [229, 615, 338, 628]
masthead [6, 4, 1594, 34]
cotton-row-label: ΙΟΥΛΙΟΣ [6, 1241, 50, 1254]
greeks-title: ΟΙ ΕΛΛΗΝΕΣ [489, 286, 603, 304]
radio-title: ΡΑΔΙΟΣΤΑΘΜΟΣ ΚΑΪΡΟΥ [75, 348, 367, 372]
france-heading: ΚΕΦΑΛΑΙΩΝ ΤΟΠΟΘΕΤΗΣΕΙΣ [877, 728, 1082, 760]
bravo-title: ΜΑΡΜΕΛΑΔΕΣ [700, 2132, 884, 2157]
radio-schedule [6, 385, 436, 457]
donation-row [230, 615, 437, 627]
misrair-days: Ἑκάστην ΤΡΙΤΗΝ, ΠΕΜΠΤΗΝ, καὶ ΣΑΒΒΑΤΟΝ [1105, 1170, 1469, 1189]
donation-row-value: 50 [422, 591, 436, 604]
esperia-title: ΕΙΣ ΟΛΑ ΤΑ ΣΠΙΤΙΑ [1402, 543, 1544, 557]
donation-row [230, 639, 437, 651]
column-4 [1092, 60, 1594, 2270]
cinema-item: ΡΙΟ — Τηλ. 29035 Ἀραβικὸ AL TARIK EL MASDUD (Φατὲν Χαμάμα, Σούκρι Σαρχαν) [229, 202, 436, 238]
masthead-date: Δευτέρα 12 Μαΐου 1958 [6, 8, 226, 28]
day-text-2: Ὅλοι οἱ ἀπεσταλμένοι στοιχεῖα εἰς τὸ Ἐθνικὸν Συμβούλιον εἶναι μᾶλλον εὐνοϊκὰ διὰ τὸ κυβερνητικὸν κόμμα. Ἡ κατάστασις θὰ ξεκαθαρισθῇ σύντομα. [655, 312, 860, 372]
esperia-brand: «ESPERIA» [1389, 570, 1556, 601]
stamps-subtitle: ΝΕΩΝ ΓΡΑΜΜΑΤΟΣΗΜΩΝ [6, 485, 213, 517]
ad-footer-line-2: AL MINIA, Minieh, EL AHLI, Damanhour et NOUR, Suez. [51, 2027, 391, 2040]
donation-row-label: Κος καὶ Κα Π. Κοκωπίου [229, 591, 360, 604]
film-note: AVEC EN OPTION DE HANNA ESSAY [28, 1484, 187, 1494]
state-signature: Α. ΑΛΕΞΑΝΔΡΟΠΟΥΛΟΣ [719, 997, 860, 1009]
roufima-row-label: Μέσης Ἐκπαιδεύσεως [6, 1030, 123, 1043]
ad-footer [14, 2008, 428, 2046]
device-title: ΜΕ ΕΙΔΙΚΗΝ ΣΥΣΚΕΥΗΝ [1136, 369, 1291, 381]
radio-item: 20.00 Νέα εἰς τὴν Ἑλληνικὴν [225, 397, 381, 409]
corona-product-2: BISCUITEE [1231, 810, 1455, 849]
cotton-prices [6, 1229, 213, 1277]
cinema-item: ΑΛΑΜΠΡΑ — 29954 (2 έργα) JEANNE EAGELS (Κιμ Νόβακ) καί STAGECOATCH (Κλ. Ματ Μπόον) [6, 142, 213, 178]
donation-row-value: 10 [422, 651, 436, 664]
cotton-row-label: ΝΟΕΜΒΡΙΟΣ [6, 1253, 63, 1266]
relations-title: Αἱ σχέσεις Ἀράβων καὶ Ρώσσων [1195, 61, 1491, 82]
lower-text: Ἡ Μίϊκο Τάκα, ἡ νεαρὰ ἰαπωνέζα ἠθοποιὸς, ἐρμηνεύει τὸν ρόλον της μὲ ἀφάνταστην χάριν. Ἀνάμεσα στοὺς ἠθοποιοὺς εἶναι καὶ ὁ Ρὲντ Μπάτονς ποὺ ἐκέρδισε τὸ Ὄσκαρ. Ἡ μουσικὴ τῆς ταινίας εἶναι ἐξαιρετική. Ἡ ταινία αὐτὴ εἶναι ἀπὸ τὶς καλύτερες τῆς χρονιᾶς καὶ σημειώνει μεγάλην ἐπιτυχίαν εἰς ὅλον τὸν κόσμον. Ὁ ρεαλισμὸς τῆς σκηνοθεσίας, ἡ θαυμασία φωτογραφία καὶ ἡ λεπτὴ ψυχολογία τῶν ἡρώων ἀποτελοῦν τὰ κύρια προσόντα της. [659, 1382, 863, 1538]
community-text: Προσέφερον εἰς μνήμην τοῦ ἀειμνήστου Θεοδώρου Μ. Κλουδᾶ, συνεταίρου Πρασάκου, ὑπὲρ τῶν φιλάνθρωπων ἱδρυμάτων τῆς Κοινότητος: [229, 505, 436, 566]
donation-row [230, 591, 437, 603]
social-text-1: — Ἀνεχώρησαν διὰ Ὀδησσὸν, ὡς προσκεκλημένοι τοῦ δημάρχου τῆς πόλεως, ὁ Κος Ἰσμαὴλ Μεχάνωη, διευθυντὴς Ἀν. Ζουμάκις, καὶ ὁ κ. Χουσεῖν Σομπχι, γενικὸς διευθυντὴς τῆς Δημαρχίας Ἀλεξανδρείας. [446, 106, 646, 178]
column-rule [1086, 60, 1087, 2270]
roufima-row-value: 1008 [186, 1018, 213, 1031]
lower-continued-text [446, 1296, 1076, 2106]
issue-text: τῶν πυραύλων ἐπιλύεται κατὰ τρόπον ποὺ ἀπαιτεῖ πολλὴν σκέψιν. Ζήτημα ἀναποτελεσματικὸν, σημειώνουν οἱ παρατηρηταί. Ἡ Ἑλλὰς δὲν ἔχει λάβει ἀκόμη ἀπόφασιν. Ἡ κατάστασις θὰ ἐξετασθῇ ἀπὸ τὴν νέαν Κυβέρνησιν. Ἂν ὅμως πράγματι ὑπάρχει ἀνάγκη ἀμύνης, τότε ἡ Ἑλλὰς θὰ δεχθῇ τὰς βάσεις. Δὲν πρέπει νὰ λησμονῶμεν ὅτι τὸ ΝΑΤΟ ἀποτελεῖ σήμερον τὸ κύριον ἐμπόδιον εἰς τὴν ἐπέκτασιν τοῦ κομμουνισμοῦ. Ἡ Ἑλλὰς ὡς μέλος τοῦ ΝΑΤΟ ὀφείλει νὰ λάβῃ ὑπ' ὄψιν τὴν γνώμην τῶν συμμάχων της. [655, 388, 860, 568]
day-title: ΤΗΣ ΗΜΕΡΑΣ [655, 60, 855, 136]
roufima-title: ΕΠΙΤΡΟΠΗ ΠΡ. ΡΟΦΗΜΑΤΟΣ [6, 900, 213, 932]
device-heading: ΘΑ ΚΑΤΑΓΡΑΦΕΤΑΙ Η ΑΚΤΙΝΟΒΟΛΙΑ ΠΟΥ ΕΚΠΕΜΠΕΙ ΤΟ ΑΝΘΡΩΠΙΝΟΝ ΣΩΜΑ [1123, 385, 1304, 458]
donation-row-value: 10 [422, 627, 436, 640]
masthead-paper: «Ταχυδρόμος» Αιγύπτου [771, 8, 994, 28]
donation-row-label: Οἶκος Κ. Ι. Παρίσση [229, 567, 336, 580]
neuropath-text: Προσπαθοῦμε νὰ λύσουμε τὶς ἀπορίες πολλῶν συμπατριωτῶν μας. Ὑπάρχουν πολλοὶ οἱ ὁποῖοι θεωροῦν ὅτι ἡ νευροπάθεια εἶναι κάτι τὸ ἀθεράπευτο. Τὸ «Κλειμάνια» ἀπεδείχθη ὅτι ὑπάρχουν σήμερα θεραπεῖαι ποὺ βοηθοῦν σημαντικά. Ὑπάρχουν λοιπὸν καὶ τέτοιοι ἀνθρώποι ποὺ ζοῦν στὴν Αὐστραλία. Ἐπιτροπὴ Μεταναστεύσεως ὅτι εἶναι ἑτοίμη νὰ βοηθήσει ὅσους ἐπιθυμοῦν νὰ πάρουν μέρος εἰς τὸ πρόγραμμα. Ὁ ἀριθμὸς τῶν Ἑλλήνων στὴν Αὐστραλία εἶναι 32.370. Ἀνεξαρτήτως πάντως αὐτῶν, τὸ ζήτημα πρέπει νὰ τεθῇ μὲ τὴν δέουσα προσοχήν. Τὸ ἐπικρατέστερο εἶναι ὅτι οἱ Ἕλληνες ἐργάζονται στὴν Αὐστραλία μὲ φιλοτιμία. Τὸ ἀποτέλεσμα εἶναι ὅτι καὶ οἱ ἀριθμοὶ μᾶς κάνουν νὰ πιστέψουμε ὅτι ἡ κατάσταση θὰ καλυτερεύσει. Ὁ ἀριθμὸς τῶν ἀσθενῶν μεταναστῶν εἶναι μικρός. Τέλος θὰ πρέπει νὰ σημειώσουμε πὼς κατὰ τὴν περίοδο 1957-58 οἱ Ἕλληνες ἔφυγαν μὲ ἐλπίδες καὶ ἐπέστρεψαν μὲ περιουσίες. [446, 534, 646, 871]
hollow-title: ΟΙ ΚΟΥΦΙΟΙ [876, 290, 948, 302]
